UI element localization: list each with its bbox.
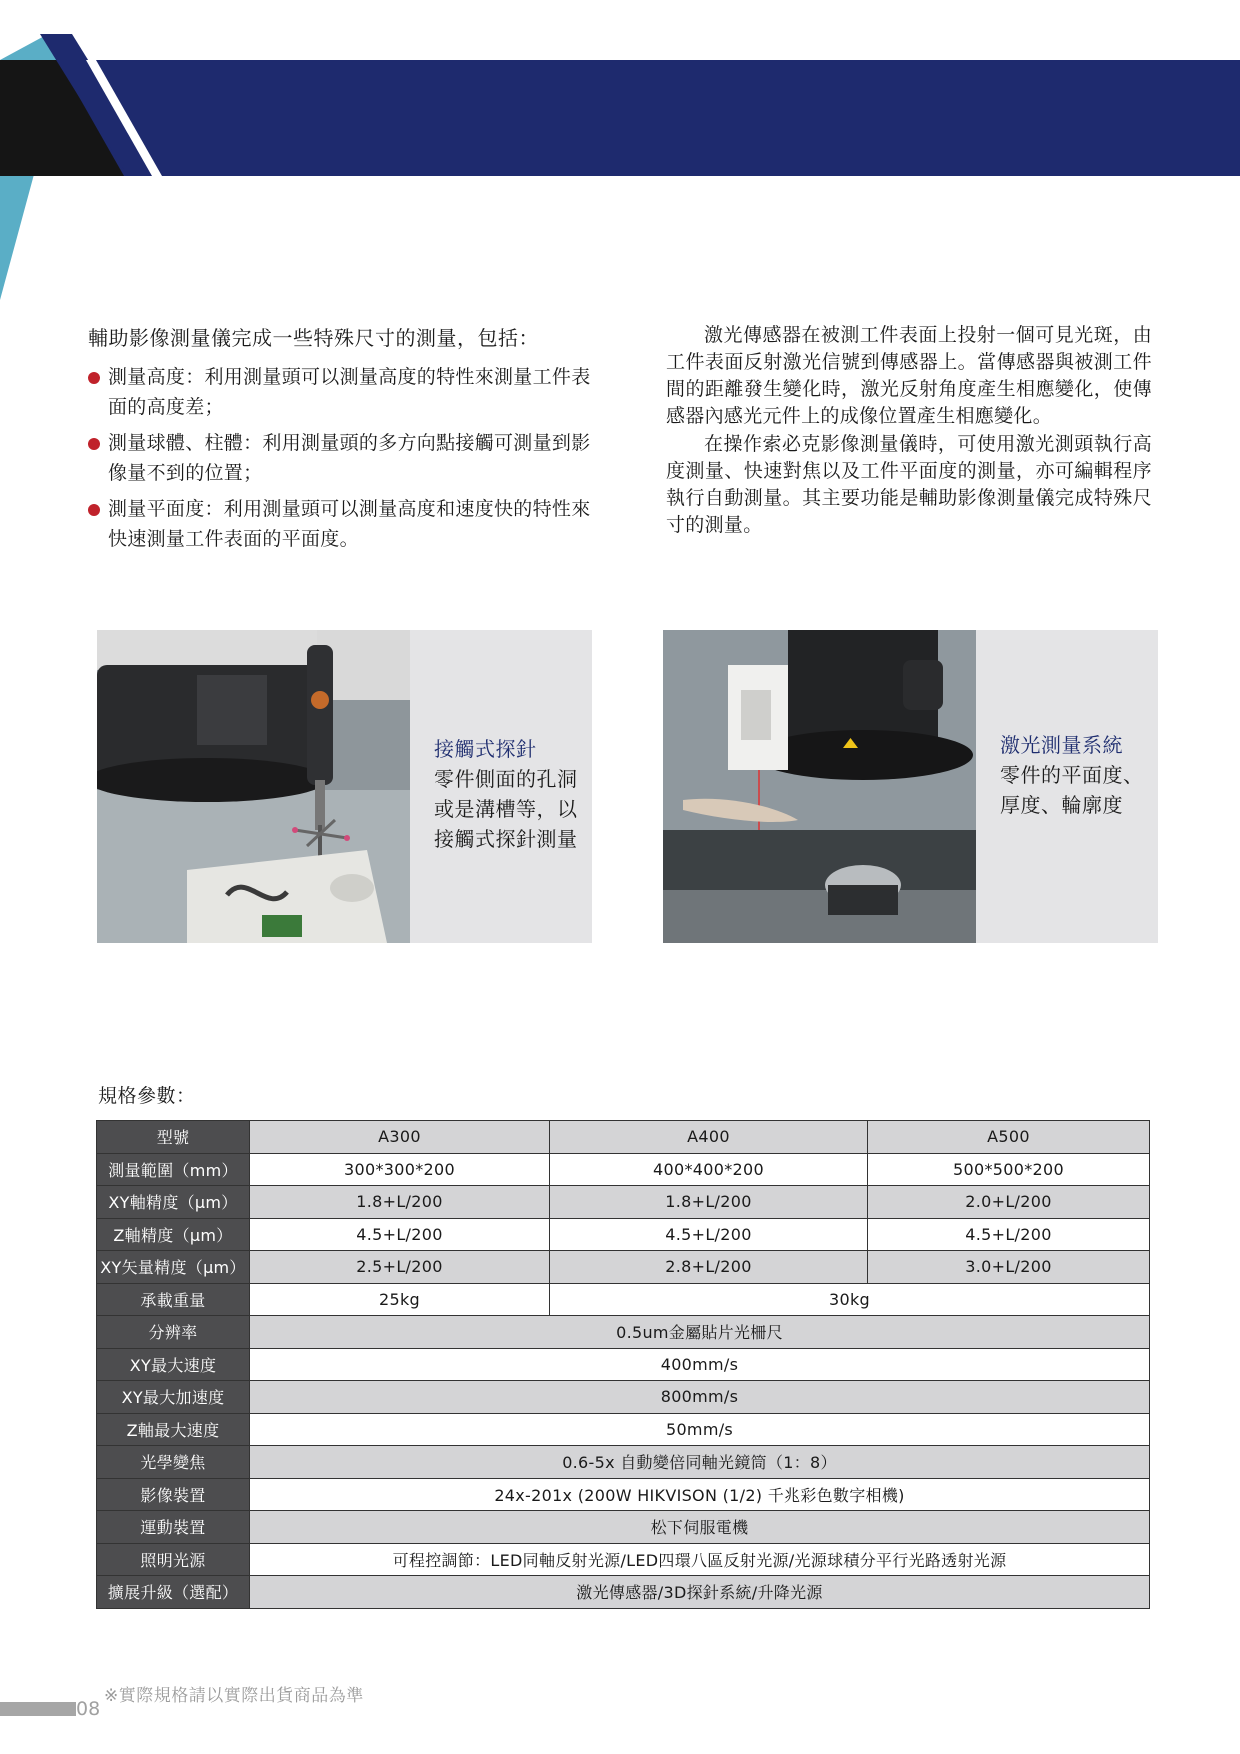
spec-row [97,1218,1150,1251]
bullet-item [88,494,608,554]
spec-row-label: Z軸精度（μm） [97,1218,250,1251]
laser-system-description: 零件的平面度、厚度、輪廓度 [1000,763,1144,817]
spec-row-label: 擴展升級（選配） [97,1576,250,1609]
spec-row-label: 光學變焦 [97,1446,250,1479]
spec-row-label: 影像裝置 [97,1478,250,1511]
spec-cell: 激光傳感器/3D探針系統/升降光源 [250,1576,1150,1609]
spec-cell: 松下伺服電機 [250,1511,1150,1544]
footnote: ※實際規格請以實際出貨商品為準 [104,1686,364,1706]
feature-card-laser-system [663,630,1158,943]
spec-row [97,1576,1150,1609]
spec-row [97,1381,1150,1414]
spec-row [97,1446,1150,1479]
bullet-dot-icon [88,372,100,384]
spec-table [96,1120,1150,1609]
spec-model-a300: A300 [250,1121,550,1154]
spec-cell: 400*400*200 [550,1153,868,1186]
spec-cell: 300*300*200 [250,1153,550,1186]
spec-row-label: 承載重量 [97,1283,250,1316]
spec-row-label: 分辨率 [97,1316,250,1349]
spec-cell: 2.0+L/200 [868,1186,1150,1219]
spec-row-label: 測量範圍（mm） [97,1153,250,1186]
contact-probe-description: 零件側面的孔洞或是溝槽等，以接觸式探針測量 [434,767,578,851]
intro-right-column [666,322,1152,540]
spec-row-label: XY軸精度（μm） [97,1186,250,1219]
contact-probe-caption [434,734,584,854]
spec-cell: 800mm/s [250,1381,1150,1414]
spec-row-label: XY最大加速度 [97,1381,250,1414]
spec-row [97,1251,1150,1284]
spec-cell: 4.5+L/200 [550,1218,868,1251]
feature-card-contact-probe [97,630,592,943]
spec-cell: 500*500*200 [868,1153,1150,1186]
spec-row-label: 型號 [97,1121,250,1154]
contact-probe-photo [97,630,410,943]
navy-band [0,60,1240,176]
bullet-text: 測量高度：利用測量頭可以測量高度的特性來測量工件表面的高度差； [108,366,591,418]
spec-row-label: XY矢量精度（μm） [97,1251,250,1284]
spec-row [97,1348,1150,1381]
spec-cell: 4.5+L/200 [868,1218,1150,1251]
bullet-dot-icon [88,438,100,450]
laser-system-photo [663,630,976,943]
page-number: 08 [76,1698,101,1720]
spec-cell: 1.8+L/200 [550,1186,868,1219]
spec-cell: 50mm/s [250,1413,1150,1446]
spec-row [97,1283,1150,1316]
spec-cell: 2.5+L/200 [250,1251,550,1284]
header-banner [0,0,1240,300]
spec-cell: 0.6-5x 自動變倍同軸光鏡筒（1：8） [250,1446,1150,1479]
laser-sensor-paragraph: 激光傳感器在被測工件表面上投射一個可見光斑，由工件表面反射激光信號到傳感器上。當傳感器與被測工件間的距離發生變化時，激光反射角度產生相應變化，使傳感器內感光元件上的成像位置產生相應變化。 [666,324,1152,427]
spec-row [97,1478,1150,1511]
spec-row [97,1413,1150,1446]
spec-cell: 2.8+L/200 [550,1251,868,1284]
spec-cell: 30kg [550,1283,1150,1316]
feature-bullet-list [88,362,608,554]
spec-cell: 可程控調節：LED同軸反射光源/LED四環八區反射光源/光源球積分平行光路透射光源 [250,1543,1150,1576]
spec-header-row [97,1121,1150,1154]
spec-row [97,1153,1150,1186]
spec-cell: 1.8+L/200 [250,1186,550,1219]
intro-left-column [88,322,608,560]
spec-row-label: XY最大速度 [97,1348,250,1381]
bullet-text: 測量球體、柱體：利用測量頭的多方向點接觸可測量到影像量不到的位置； [108,432,591,484]
contact-probe-title: 接觸式探針 [434,737,537,761]
spec-cell: 25kg [250,1283,550,1316]
spec-cell: 4.5+L/200 [250,1218,550,1251]
laser-system-caption [1000,730,1150,820]
spec-row [97,1186,1150,1219]
bullet-text: 測量平面度：利用測量頭可以測量高度和速度快的特性來快速測量工件表面的平面度。 [108,498,591,550]
spec-row-label: 運動裝置 [97,1511,250,1544]
bullet-item [88,428,608,488]
bullet-item [88,362,608,422]
spec-cell: 24x-201x (200W HIKVISON (1/2) 千兆彩色數字相機) [250,1478,1150,1511]
bullet-dot-icon [88,504,100,516]
laser-system-title: 激光測量系統 [1000,733,1123,757]
spec-cell: 0.5um金屬貼片光柵尺 [250,1316,1150,1349]
spec-row-label: Z軸最大速度 [97,1413,250,1446]
spec-row [97,1316,1150,1349]
page-bar [0,1702,76,1716]
spec-title: 規格參數： [98,1085,196,1107]
spec-row [97,1543,1150,1576]
intro-heading: 輔助影像測量儀完成一些特殊尺寸的測量，包括： [88,326,539,350]
spec-cell: 400mm/s [250,1348,1150,1381]
spec-row [97,1511,1150,1544]
operation-paragraph: 在操作索必克影像測量儀時，可使用激光測頭執行高度測量、快速對焦以及工件平面度的測量，亦可編輯程序執行自動測量。其主要功能是輔助影像測量儀完成特殊尺寸的測量。 [666,433,1152,536]
spec-model-a400: A400 [550,1121,868,1154]
header-graphic [0,0,1240,300]
spec-cell: 3.0+L/200 [868,1251,1150,1284]
spec-row-label: 照明光源 [97,1543,250,1576]
spec-model-a500: A500 [868,1121,1150,1154]
